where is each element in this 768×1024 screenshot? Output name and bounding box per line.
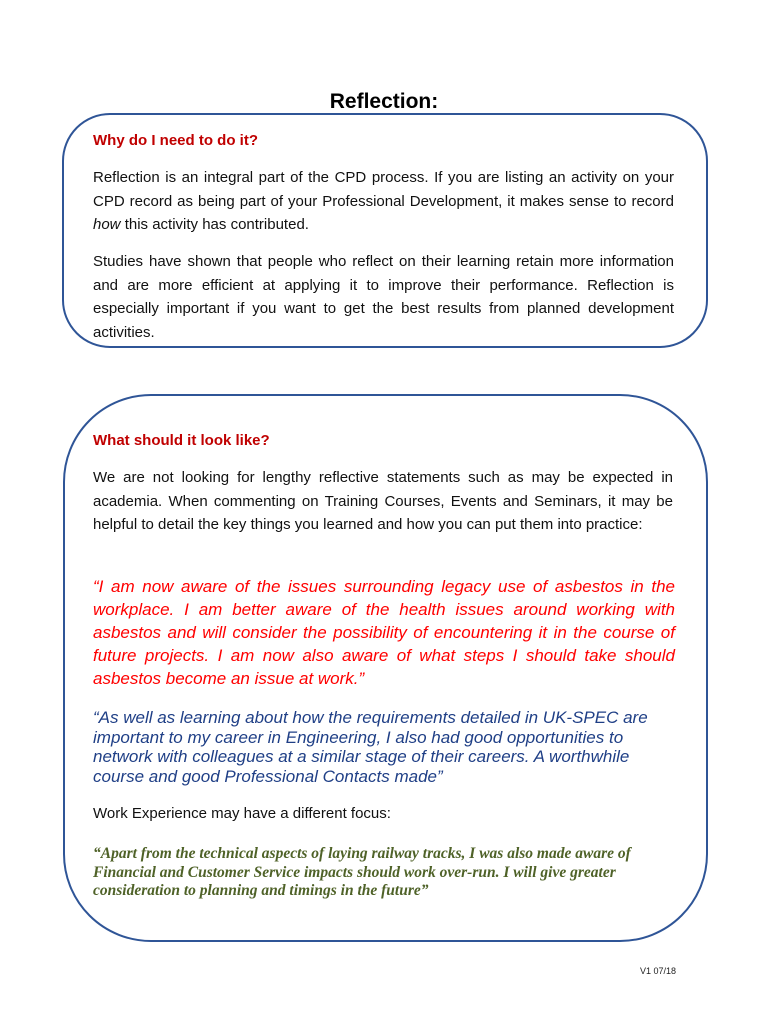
what-paragraph-1: We are not looking for lengthy reflective statements such as may be expected in academia. When commenting on Training Courses, Events and Seminars, it may be helpful to detail the key things you learned and how you can put them into practice:	[93, 469, 673, 533]
why-paragraph-1	[93, 166, 674, 237]
why-heading: Why do I need to do it?	[93, 132, 258, 149]
why-paragraph-1-start: Reflection is an integral part of the CPD process. If you are listing an activity on your CPD record as being part of your Professional Development, it makes sense to record	[93, 169, 674, 210]
version-footer: V1 07/18	[640, 966, 677, 976]
why-paragraph-2: Studies have shown that people who reflect on their learning retain more information and are more efficient at applying it to improve their performance. Reflection is especially important if you want to get the best results from planned development activities.	[93, 253, 674, 341]
railway-quote: “Apart from the technical aspects of laying railway tracks, I was also made aware of Financial and Customer Service impacts should work over-run. I will give greater consideration to planning and timings in the future”	[93, 845, 631, 899]
asbestos-quote: “I am now aware of the issues surrounding legacy use of asbestos in the workplace. I am better aware of the health issues around working with asbestos and will consider the possibility of encountering it in the course of future projects. I am now also aware of what steps I should take should asbestos become an issue at work.”	[93, 577, 675, 688]
why-paragraph-1-end: this activity has contributed.	[120, 216, 309, 233]
page-title: Reflection:	[329, 90, 439, 113]
why-paragraph-1-emphasis: how	[93, 216, 121, 233]
what-heading: What should it look like?	[93, 432, 270, 449]
uk-spec-quote: “As well as learning about how the requirements detailed in UK-SPEC are important to my career in Engineering, I also had good opportunities to network with colleagues at a similar stage of their careers. A worthwhile course and good Professional Contacts made”	[93, 708, 648, 786]
what-paragraph-2: Work Experience may have a different focus:	[93, 805, 391, 822]
